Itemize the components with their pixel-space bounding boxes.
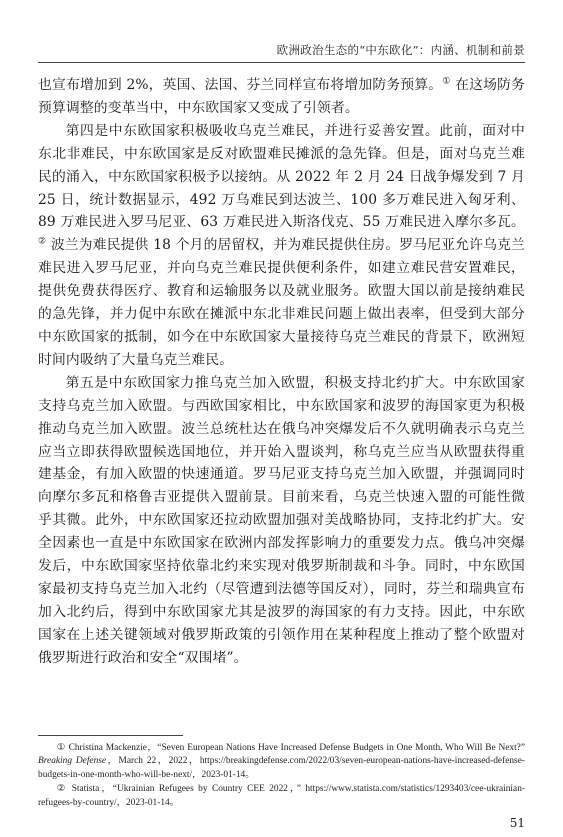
footnote-ref-1[interactable]: ① xyxy=(442,76,451,87)
paragraph-1 xyxy=(38,74,525,120)
footnotes xyxy=(38,742,525,811)
page-number: 51 xyxy=(509,816,525,830)
footnote-2-marker: ② xyxy=(56,784,68,795)
body-text xyxy=(38,74,525,670)
running-header: 欧洲政治生态的“中东欧化”：内涵、机制和前景 xyxy=(276,43,525,57)
footnote-1-source: Breaking Defense xyxy=(38,756,107,767)
paragraph-3: 第五是中东欧国家力推乌克兰加入欧盟，积极支持北约扩大。中东欧国家支持乌克兰加入欧盟。与西欧国家相比，中东欧国家和波罗的海国家更为积极推动乌克兰加入欧盟。波兰总统杜达在俄乌冲突爆发后不久就明确表示乌克兰应当立即获得欧盟候选国地位，并开始入盟谈判，称乌克兰应当从欧盟获得重建基金，有加入欧盟的快速通道。罗马尼亚支持乌克兰加入欧盟，并强调同时向摩尔多瓦和格鲁吉亚提供入盟前景。目前来看，乌克兰快速入盟的可能性微乎其微。此外，中东欧国家还拉动欧盟加强对美战略协同，支持北约扩大。安全因素也一直是中东欧国家在欧洲内部发挥影响力的重要发力点。俄乌冲突爆发后，中东欧国家坚持依靠北约来实现对俄罗斯制裁和斗争。同时，中东欧国家最初支持乌克兰加入北约（尽管遭到法德等国反对），同时，芬兰和瑞典宣布加入北约后，得到中东欧国家尤其是波罗的海国家的有力支持。因此，中东欧国家在上述关键领域对俄罗斯政策的引领作用在某种程度上推动了整个欧盟对俄罗斯进行政治和安全“双围堵”。 xyxy=(38,374,525,666)
footnote-2-text: Statista，“Ukrainian Refugees by Country CEE 2022，” https://www.statista.com/statistics/1293403/cee-ukrainian-refugees-by-country/，2023-01-14。 xyxy=(38,784,526,808)
footnote-2 xyxy=(38,783,525,810)
footnote-1-marker: ① xyxy=(56,743,66,753)
paragraph-1-text-b: 在这场防务预算调整的变革当中，中东欧国家又变成了引领者。 xyxy=(38,77,526,116)
footnote-1 xyxy=(38,742,525,782)
footnote-1-text-post: ，March 22，2022，https://breakingdefense.com/2022/03/seven-european-nations-have-increased-defense-budgets-in-one-month-who-will-be-next/，2023-01-14。 xyxy=(38,756,525,780)
header-rule xyxy=(38,62,525,63)
footnote-rule xyxy=(38,735,183,736)
paragraph-2-text-a: 第四是中东欧国家积极吸收乌克兰难民，并进行妥善安置。此前，面对中东北非难民，中东欧国家是反对欧盟难民摊派的急先锋。但是，面对乌克兰难民的涌入，中东欧国家积极予以接纳。从 2022 年 2 月 24 日战争爆发到 7 月 25 日，统计数据显示，492 万乌难民到达波兰、100 多万难民进入匈牙利、89 万难民进入罗马尼亚、63 万难民进入斯洛伐克、55 万难民进入摩尔多瓦。 xyxy=(38,122,525,231)
paragraph-2 xyxy=(38,120,525,372)
paragraph-1-text-a: 也宣布增加到 2%，英国、法国、芬兰同样宣布将增加防务预算。 xyxy=(38,77,443,93)
footnote-1-text-pre: Christina Mackenzie，“Seven European Nations Have Increased Defense Budgets in One Month. Who Will Be Next?” xyxy=(65,743,525,753)
paragraph-2-text-b: 波兰为难民提供 18 个月的居留权，并为难民提供住房。罗马尼亚允许乌克兰难民进入罗马尼亚，并向乌克兰难民提供便利条件，如建立难民营安置难民，提供免费获得医疗、教育和运输服务以及就业服务。欧盟大国以前是接纳难民的急先锋，并力促中东欧在摊派中东北非难民问题上做出表率，但受到大部分中东欧国家的抵制，如今在中东欧国家大量接待乌克兰难民的背景下，欧洲短时间内吸纳了大量乌克兰难民。 xyxy=(38,237,525,368)
footnote-ref-2[interactable]: ② xyxy=(38,236,47,247)
